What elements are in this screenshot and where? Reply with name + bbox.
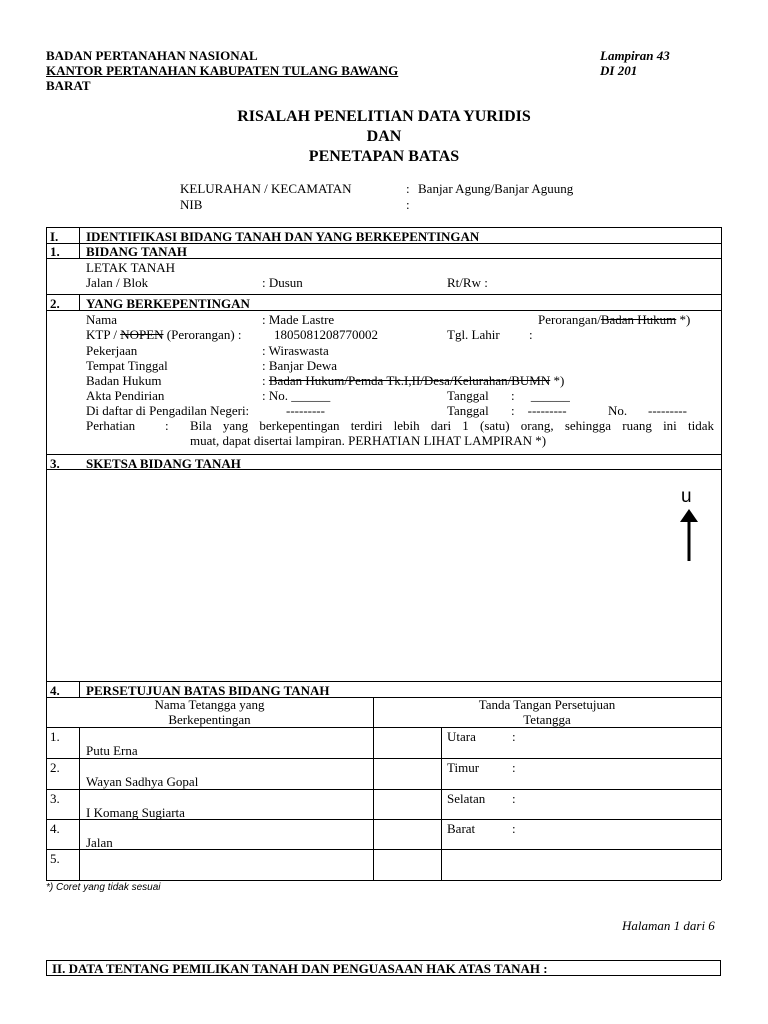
perhatian-colon: :	[165, 418, 169, 433]
row-number: 4.	[50, 821, 60, 836]
subject-type-perorangan: Perorangan/	[538, 312, 601, 327]
nopen-text: NOPEN	[120, 327, 164, 342]
form-code: DI 201	[600, 63, 638, 78]
perorangan-text: (Perorangan) :	[163, 327, 242, 342]
sketsa-title: SKETSA BIDANG TANAH	[86, 456, 241, 471]
badan-hukum-options: Badan Hukum/Pemda Tk.I,II/Desa/Kelurahan/BUMN	[268, 373, 551, 388]
title-line1: RISALAH PENELITIAN DATA YURIDIS	[237, 108, 531, 125]
neighbor-name: Putu Erna	[86, 743, 138, 758]
direction-label: Utara	[447, 729, 476, 744]
perhatian-label: Perhatian	[86, 418, 136, 433]
row-number: 5.	[50, 851, 60, 866]
north-arrow-icon	[678, 508, 700, 562]
tanggal1-value: : ______	[511, 388, 570, 403]
no-value: ---------	[648, 403, 687, 418]
pekerjaan-value: : Wiraswasta	[262, 343, 329, 358]
neighbor-name: Jalan	[86, 835, 113, 850]
jalan-blok-value: : Dusun	[262, 275, 303, 290]
kelurahan-value: Banjar Agung/Banjar Aguung	[418, 181, 574, 196]
tanggal2-value: : ---------	[511, 403, 567, 418]
office-name-line2: BARAT	[46, 78, 91, 93]
direction-colon: :	[512, 729, 516, 744]
perhatian-line1: Bila yang berkepentingan terdiri lebih dari 1 (satu) orang, sehingga ruang ini tidak	[190, 418, 714, 433]
north-label: u	[681, 486, 692, 507]
row-number: 2.	[50, 760, 60, 775]
section1-number: I.	[50, 229, 59, 244]
footnote: *) Coret yang tidak sesuai	[46, 882, 161, 893]
direction-label: Selatan	[447, 791, 486, 806]
badan-hukum-value	[262, 373, 564, 389]
title-line2: DAN	[366, 128, 402, 145]
badan-hukum-label: Badan Hukum	[86, 373, 162, 388]
office-name-line1: KANTOR PERTANAHAN KABUPATEN TULANG BAWANG	[46, 63, 399, 78]
col-neighbor-header-2: Berkepentingan	[168, 712, 251, 727]
tempat-tinggal-value: : Banjar Dewa	[262, 358, 338, 373]
col-signature-header-1: Tanda Tangan Persetujuan	[478, 697, 616, 712]
kelurahan-label: KELURAHAN / KECAMATAN	[180, 181, 352, 196]
col-signature-header-2: Tetangga	[523, 712, 571, 727]
section2-title: II. DATA TENTANG PEMILIKAN TANAH DAN PENGUASAAN HAK ATAS TANAH :	[52, 961, 548, 976]
page-number: Halaman 1 dari 6	[622, 918, 715, 933]
ktp-label	[86, 327, 242, 343]
daftar-label: Di daftar di Pengadilan Negeri:	[86, 403, 250, 418]
subject-type	[538, 312, 690, 328]
akta-label: Akta Pendirian	[86, 388, 165, 403]
tgl-lahir-colon: :	[529, 327, 533, 342]
tanggal1-label: Tanggal	[447, 388, 489, 403]
row-number: 1.	[50, 729, 60, 744]
akta-value: : No. ______	[262, 388, 331, 403]
berkepentingan-title: YANG BERKEPENTINGAN	[86, 296, 250, 311]
ktp-text: KTP /	[86, 327, 121, 342]
section1-title: IDENTIFIKASI BIDANG TANAH DAN YANG BERKEPENTINGAN	[86, 229, 480, 244]
sketsa-number: 3.	[50, 456, 60, 471]
col-neighbor-header-1: Nama Tetangga yang	[154, 697, 265, 712]
nib-colon: :	[406, 197, 410, 212]
neighbor-name: Wayan Sadhya Gopal	[86, 774, 199, 789]
letak-tanah-label: LETAK TANAH	[86, 260, 176, 275]
bidang-number: 1.	[50, 244, 60, 259]
jalan-blok-label: Jalan / Blok	[86, 275, 149, 290]
badan-hukum-footnote: *)	[550, 373, 565, 388]
direction-label: Barat	[447, 821, 476, 836]
no-label: No.	[608, 403, 628, 418]
row-number: 3.	[50, 791, 60, 806]
neighbor-name: I Komang Sugiarta	[86, 805, 185, 820]
subject-type-badan-hukum: Badan Hukum	[600, 312, 677, 327]
title-line3: PENETAPAN BATAS	[308, 148, 460, 165]
tanggal2-label: Tanggal	[447, 403, 489, 418]
persetujuan-number: 4.	[50, 683, 60, 698]
rtrw-label: Rt/Rw :	[447, 275, 488, 290]
agency-name: BADAN PERTANAHAN NASIONAL	[46, 48, 258, 63]
direction-colon: :	[512, 821, 516, 836]
attachment-label: Lampiran 43	[600, 48, 670, 63]
persetujuan-title: PERSETUJUAN BATAS BIDANG TANAH	[86, 683, 330, 698]
direction-colon: :	[512, 760, 516, 775]
berkepentingan-number: 2.	[50, 296, 60, 311]
ktp-value: 1805081208770002	[274, 327, 378, 342]
badan-hukum-colon: :	[262, 373, 269, 388]
nib-label: NIB	[180, 197, 203, 212]
nama-value: : Made Lastre	[262, 312, 335, 327]
kelurahan-colon: :	[406, 181, 410, 196]
subject-type-footnote: *)	[676, 312, 691, 327]
direction-colon: :	[512, 791, 516, 806]
tgl-lahir-label: Tgl. Lahir	[447, 327, 500, 342]
perhatian-line2: muat, dapat disertai lampiran. PERHATIAN LIHAT LAMPIRAN *)	[190, 433, 547, 448]
pekerjaan-label: Pekerjaan	[86, 343, 138, 358]
nama-label: Nama	[86, 312, 118, 327]
tempat-tinggal-label: Tempat Tinggal	[86, 358, 168, 373]
daftar-value: ---------	[286, 403, 325, 418]
bidang-title: BIDANG TANAH	[86, 244, 188, 259]
direction-label: Timur	[447, 760, 480, 775]
